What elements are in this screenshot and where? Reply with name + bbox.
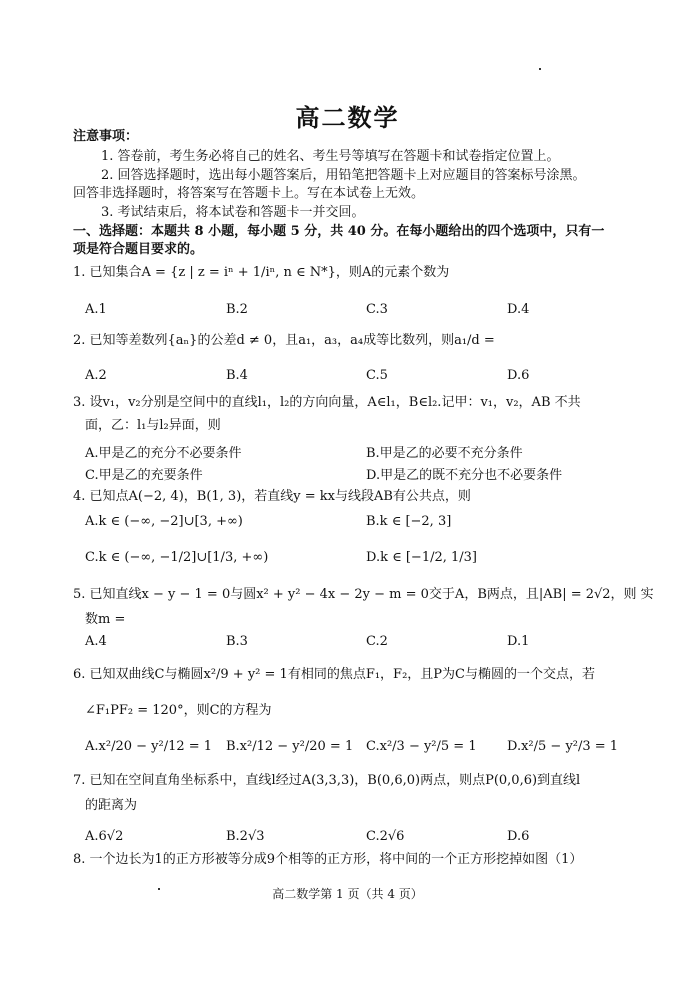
question-3-option-b: B.甲是乙的必要不充分条件 bbox=[366, 446, 523, 461]
question-2-option-c: C.5 bbox=[366, 368, 388, 383]
note-line: 1. 答卷前，考生务必将自己的姓名、考生号等填写在答题卡和试卷指定位置上。 bbox=[101, 149, 560, 164]
notes-heading: 注意事项： bbox=[73, 129, 139, 144]
question-6-stem: ∠F₁PF₂ = 120°，则C的方程为 bbox=[85, 703, 272, 718]
question-6-stem: 6. 已知双曲线C与椭圆x²/9 + y² = 1有相同的焦点F₁，F₂，且P为C与椭圆的一个交点，若 bbox=[73, 667, 595, 682]
question-6-option-d: D.x²/5 − y²/3 = 1 bbox=[507, 739, 619, 754]
question-5-option-d: D.1 bbox=[507, 634, 530, 649]
question-2-stem: 2. 已知等差数列{aₙ}的公差d ≠ 0，且a₁，a₃，a₄成等比数列，则a₁/d = bbox=[73, 333, 495, 348]
question-3-option-d: D.甲是乙的既不充分也不必要条件 bbox=[366, 468, 563, 483]
question-7-stem: 7. 已知在空间直角坐标系中，直线l经过A(3,3,3)，B(0,6,0)两点，则点P(0,0,6)到直线l bbox=[73, 773, 581, 788]
question-4-option-a: A.k ∈ (−∞, −2]∪[3, +∞) bbox=[85, 514, 243, 529]
note-line: 3. 考试结束后，将本试卷和答题卡一并交回。 bbox=[101, 205, 365, 220]
note-line: 回答非选择题时，将答案写在答题卡上。写在本试卷上无效。 bbox=[73, 186, 425, 201]
question-2-option-a: A.2 bbox=[85, 368, 107, 383]
question-1-option-a: A.1 bbox=[85, 302, 107, 317]
question-5-option-c: C.2 bbox=[366, 634, 388, 649]
page-title: 高二数学 bbox=[295, 103, 400, 132]
question-3-stem: 面，乙：l₁与l₂异面，则 bbox=[85, 418, 221, 433]
question-7-stem: 的距离为 bbox=[85, 798, 138, 813]
question-1-option-d: D.4 bbox=[507, 302, 530, 317]
question-2-option-b: B.4 bbox=[226, 368, 248, 383]
question-4-option-d: D.k ∈ [−1/2, 1/3] bbox=[366, 550, 478, 565]
question-5-option-a: A.4 bbox=[85, 634, 107, 649]
question-3-option-c: C.甲是乙的充要条件 bbox=[85, 468, 203, 483]
question-2-option-d: D.6 bbox=[507, 368, 530, 383]
question-7-option-d: D.6 bbox=[507, 829, 530, 844]
question-7-option-b: B.2√3 bbox=[226, 829, 265, 844]
question-1-stem: 1. 已知集合A = {z | z = iⁿ + 1/iⁿ, n ∈ N*}，则A的元素个数为 bbox=[73, 265, 450, 280]
question-5-stem: 5. 已知直线x − y − 1 = 0与圆x² + y² − 4x − 2y − m = 0交于A，B两点，且|AB| = 2√2，则 实 bbox=[73, 587, 654, 602]
question-1-option-b: B.2 bbox=[226, 302, 248, 317]
question-6-option-b: B.x²/12 − y²/20 = 1 bbox=[226, 739, 354, 754]
question-4-option-c: C.k ∈ (−∞, −1/2]∪[1/3, +∞) bbox=[85, 550, 269, 565]
page-footer: 高二数学第 1 页（共 4 页） bbox=[272, 887, 423, 901]
question-7-option-c: C.2√6 bbox=[366, 829, 405, 844]
question-1-option-c: C.3 bbox=[366, 302, 388, 317]
scan-dot bbox=[539, 68, 541, 70]
question-4-stem: 4. 已知点A(−2, 4)，B(1, 3)，若直线y = kx与线段AB有公共点，则 bbox=[73, 489, 471, 504]
question-3-stem: 3. 设v₁，v₂分别是空间中的直线l₁，l₂的方向向量，A∈l₁，B∈l₂.记甲：v₁，v₂，AB 不共 bbox=[73, 395, 581, 410]
question-6-option-c: C.x²/3 − y²/5 = 1 bbox=[366, 739, 477, 754]
section-heading: 一、选择题：本题共 8 小题，每小题 5 分，共 40 分。在每小题给出的四个选项中，只有一 bbox=[73, 224, 605, 239]
question-3-option-a: A.甲是乙的充分不必要条件 bbox=[85, 446, 242, 461]
question-6-option-a: A.x²/20 − y²/12 = 1 bbox=[85, 739, 213, 754]
section-heading: 项是符合题目要求的。 bbox=[73, 242, 204, 257]
question-4-option-b: B.k ∈ [−2, 3] bbox=[366, 514, 452, 529]
question-8-stem: 8. 一个边长为1的正方形被等分成9个相等的正方形，将中间的一个正方形挖掉如图（1） bbox=[73, 852, 583, 867]
question-5-stem: 数m = bbox=[85, 612, 126, 627]
note-line: 2. 回答选择题时，选出每小题答案后，用铅笔把答题卡上对应题目的答案标号涂黑。 bbox=[101, 168, 586, 183]
question-7-option-a: A.6√2 bbox=[85, 829, 124, 844]
question-5-option-b: B.3 bbox=[226, 634, 248, 649]
